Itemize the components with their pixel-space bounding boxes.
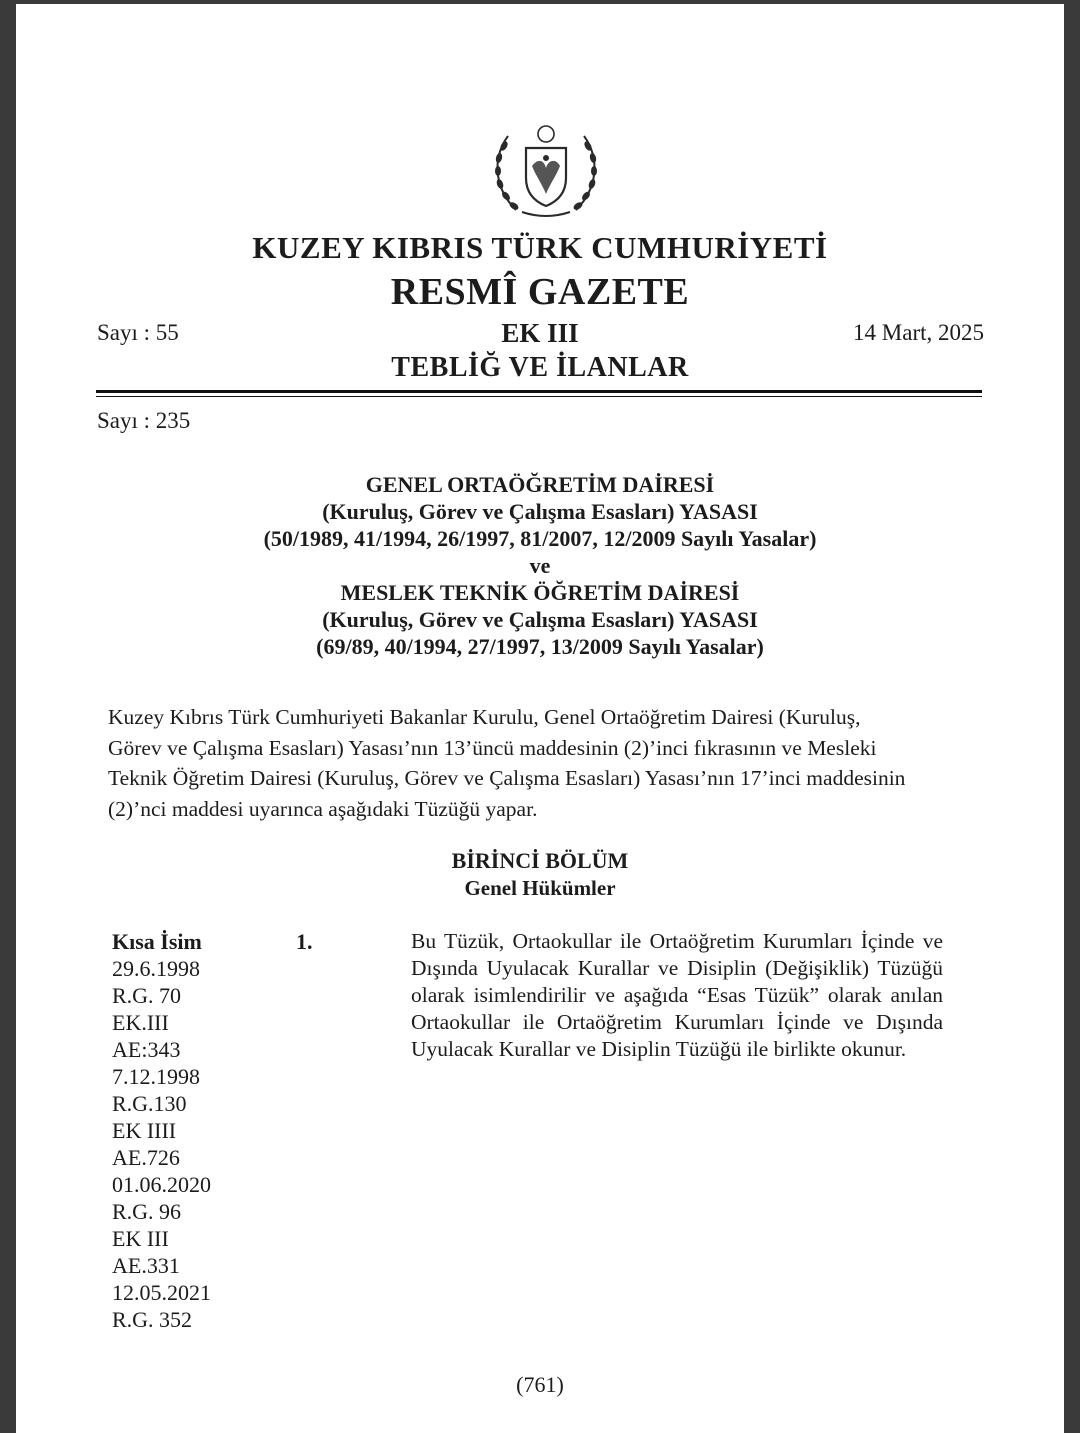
title-line: ve [529, 553, 551, 578]
margin-note: AE:343 [112, 1037, 181, 1062]
issue-number: Sayı : 55 [97, 320, 179, 345]
margin-note: 12.05.2021 [112, 1280, 211, 1305]
title-line: (Kuruluş, Görev ve Çalışma Esasları) YASASI [322, 499, 758, 524]
intro-line: Kuzey Kıbrıs Türk Cumhuriyeti Bakanlar Kurulu, Genel Ortaöğretim Dairesi (Kuruluş, [108, 705, 861, 729]
margin-title: Kısa İsim [112, 929, 202, 954]
margin-notes [112, 928, 211, 1333]
margin-note: 01.06.2020 [112, 1172, 211, 1197]
intro-paragraph [108, 702, 982, 824]
margin-note: EK.III [112, 1010, 169, 1035]
part-heading: BİRİNCİ BÖLÜM [451, 848, 629, 873]
intro-line: Görev ve Çalışma Esasları) Yasası’nın 13’üncü maddesinin (2)’inci fıkrasının ve Mesleki [108, 735, 877, 760]
margin-note: R.G. 352 [112, 1307, 193, 1332]
margin-note: 7.12.1998 [112, 1064, 200, 1089]
title-line: (Kuruluş, Görev ve Çalışma Esasları) YASASI [322, 607, 758, 632]
margin-note: AE.331 [112, 1253, 180, 1278]
page-number: (761) [516, 1372, 564, 1397]
notice-number: Sayı : 235 [97, 408, 191, 433]
title-line: (50/1989, 41/1994, 26/1997, 81/2007, 12/2009 Sayılı Yasalar) [263, 526, 817, 551]
article-text: Bu Tüzük, Ortaokullar ile Ortaöğretim Kurumları İçinde ve Dışında Uyulacak Kurallar ve Disiplin (Değişiklik) Tüzüğü olarak isimlendirilir ve aşağıda “Esas Tüzük” olarak anılan Ortaokullar ile Ortaöğretim Kurumları İçinde ve Dışında Uyulacak Kurallar ve Disiplin Tüzüğü ile birlikte okunur. [411, 929, 943, 1061]
margin-note: R.G. 96 [112, 1199, 182, 1224]
margin-note: R.G.130 [112, 1091, 187, 1116]
margin-note: AE.726 [112, 1145, 180, 1170]
country-name: KUZEY KIBRIS TÜRK CUMHURİYETİ [252, 230, 828, 265]
header-rule-thin [96, 396, 982, 397]
supplement-label: EK III [501, 318, 579, 348]
margin-note: 29.6.1998 [112, 956, 200, 981]
title-line: (69/89, 40/1994, 27/1997, 13/2009 Sayılı Yasalar) [316, 634, 764, 659]
header-rule-thick [96, 390, 982, 393]
issue-date: 14 Mart, 2025 [853, 320, 984, 345]
title-line: GENEL ORTAÖĞRETİM DAİRESİ [365, 472, 715, 497]
section-label: TEBLİĞ VE İLANLAR [391, 352, 689, 383]
intro-line: Teknik Öğretim Dairesi (Kuruluş, Görev ve Çalışma Esasları) Yasası’nın 17’inci maddesinin [108, 766, 906, 790]
part-subheading: Genel Hükümler [464, 876, 616, 900]
intro-line: (2)’nci maddesi uyarınca aşağıdaki Tüzüğü yapar. [108, 796, 538, 821]
title-line: MESLEK TEKNİK ÖĞRETİM DAİRESİ [340, 580, 740, 605]
margin-note: EK IIII [112, 1118, 177, 1143]
gazette-page [16, 4, 1064, 1433]
article-number: 1. [296, 929, 313, 954]
state-emblem-icon [486, 106, 606, 226]
gazette-title: RESMÎ GAZETE [390, 271, 690, 313]
margin-note: R.G. 70 [112, 983, 182, 1008]
margin-note: EK III [112, 1226, 169, 1251]
